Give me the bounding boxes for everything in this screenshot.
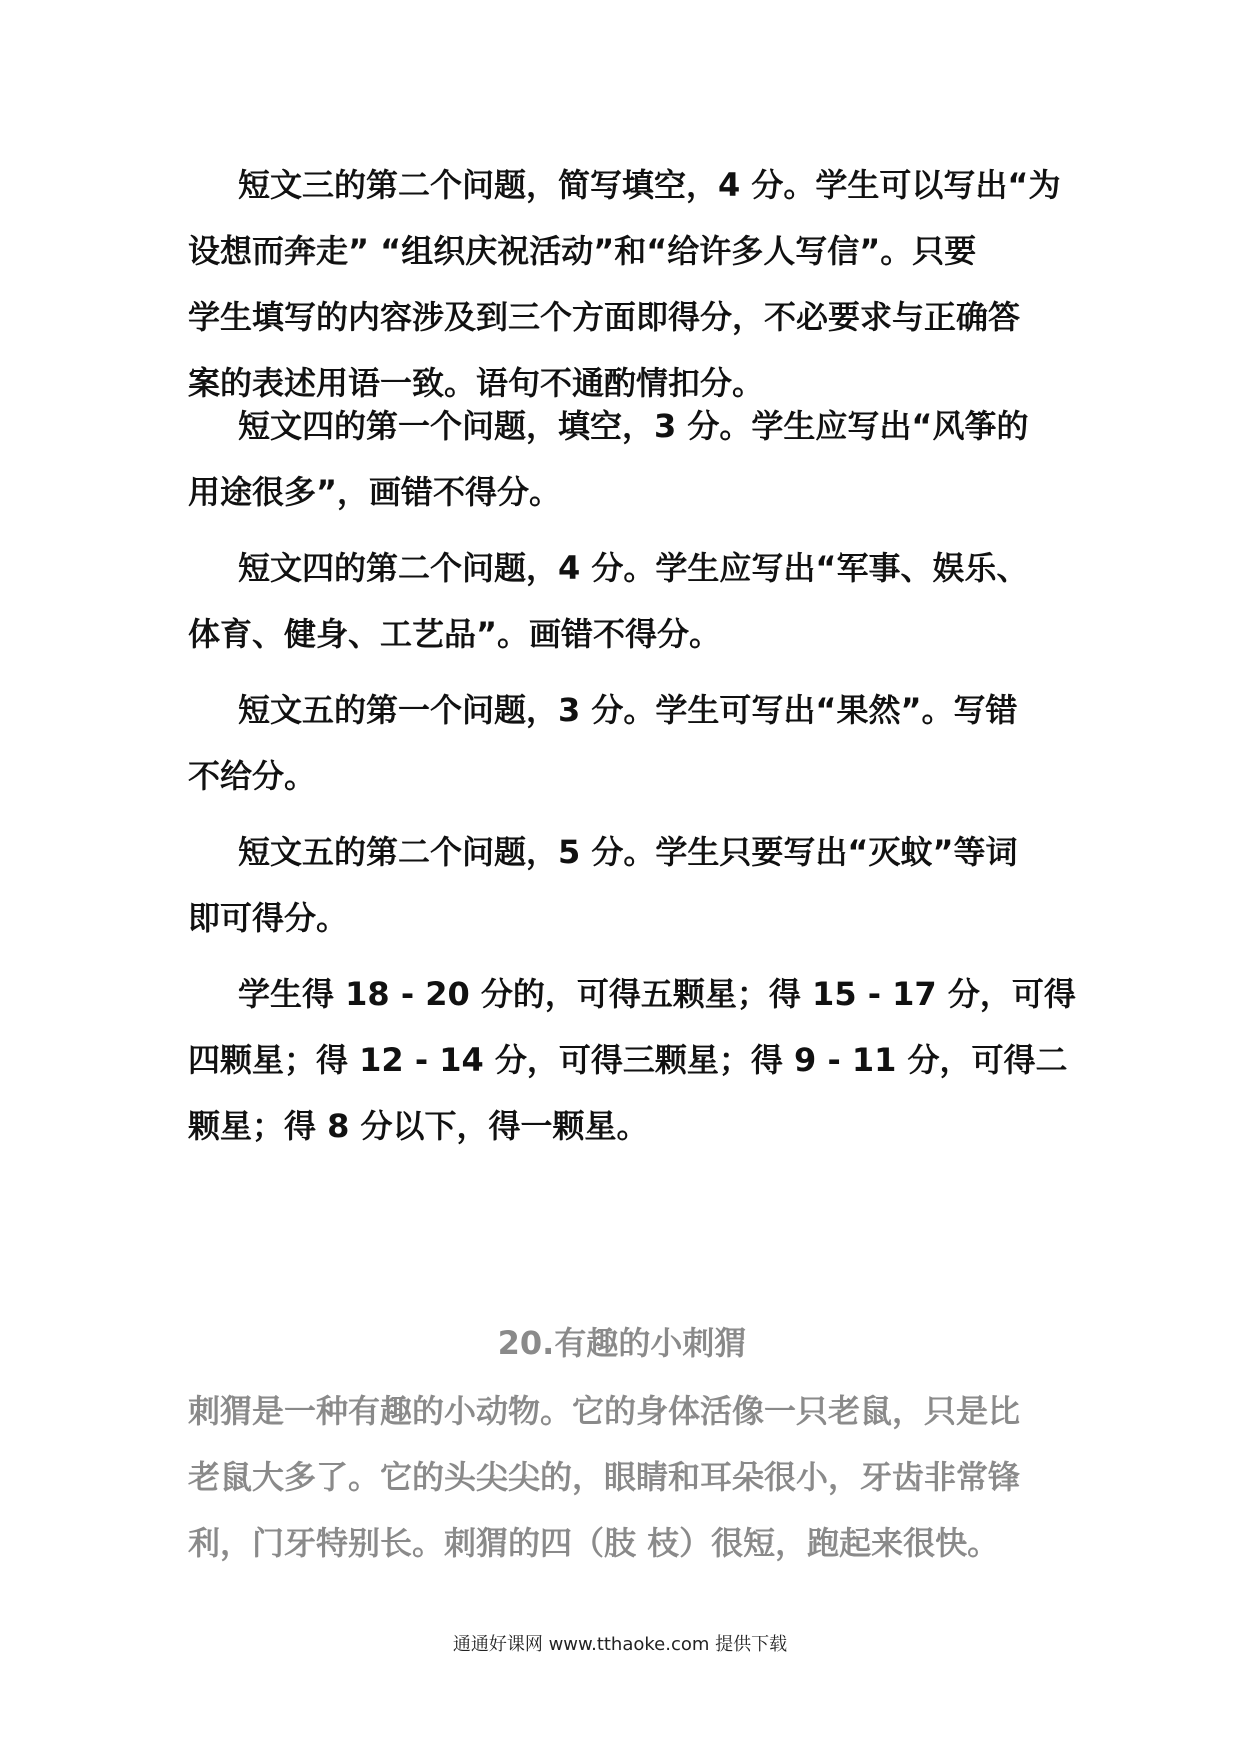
text-line: 老鼠大多了。它的头尖尖的，眼睛和耳朵很小，牙齿非常锋 bbox=[188, 1458, 1021, 1496]
text-line: 刺猬是一种有趣的小动物。它的身体活像一只老鼠，只是比 bbox=[188, 1392, 1021, 1430]
paragraph-passage5-q1 bbox=[188, 677, 1056, 809]
text-line: 体育、健身、工艺品”。画错不得分。 bbox=[188, 615, 722, 653]
text-line: 颗星；得 8 分以下，得一颗星。 bbox=[188, 1107, 649, 1145]
text-line: 四颗星；得 12 - 14 分，可得三颗星；得 9 - 11 分，可得二 bbox=[188, 1041, 1068, 1079]
lesson-title: 20.有趣的小刺猬 bbox=[497, 1324, 747, 1362]
text-line: 案的表述用语一致。语句不通酌情扣分。 bbox=[188, 364, 765, 402]
text-line: 即可得分。 bbox=[188, 899, 349, 937]
footer-watermark: 通通好课网 www.tthaoke.com 提供下载 bbox=[452, 1634, 788, 1655]
text-line: 不给分。 bbox=[188, 757, 317, 795]
text-line: 用途很多”，画错不得分。 bbox=[188, 473, 562, 511]
paragraph-passage3-q2 bbox=[188, 152, 1061, 416]
paragraph-passage5-q2 bbox=[188, 819, 1056, 951]
paragraph-star-rating bbox=[188, 961, 1076, 1159]
lesson-paragraph bbox=[188, 1378, 1056, 1576]
text-line: 利，门牙特别长。刺猬的四（肢 枝）很短，跑起来很快。 bbox=[188, 1524, 1000, 1562]
text-line: 学生填写的内容涉及到三个方面即得分，不必要求与正确答 bbox=[188, 298, 1021, 336]
text-line: 短文四的第二个问题，4 分。学生应写出“军事、娱乐、 bbox=[238, 549, 1029, 587]
text-line: 学生得 18 - 20 分的，可得五颗星；得 15 - 17 分，可得 bbox=[238, 975, 1076, 1013]
paragraph-passage4-q2 bbox=[188, 535, 1056, 667]
text-line: 短文五的第一个问题，3 分。学生可写出“果然”。写错 bbox=[238, 691, 1018, 729]
paragraph-passage4-q1 bbox=[188, 393, 1056, 525]
text-line: 短文三的第二个问题，简写填空，4 分。学生可以写出“为 bbox=[238, 166, 1061, 204]
text-line: 设想而奔走” “组织庆祝活动”和“给许多人写信”。只要 bbox=[188, 232, 977, 270]
text-line: 短文四的第一个问题，填空，3 分。学生应写出“风筝的 bbox=[238, 407, 1029, 445]
text-line: 短文五的第二个问题，5 分。学生只要写出“灭蚊”等词 bbox=[238, 833, 1018, 871]
